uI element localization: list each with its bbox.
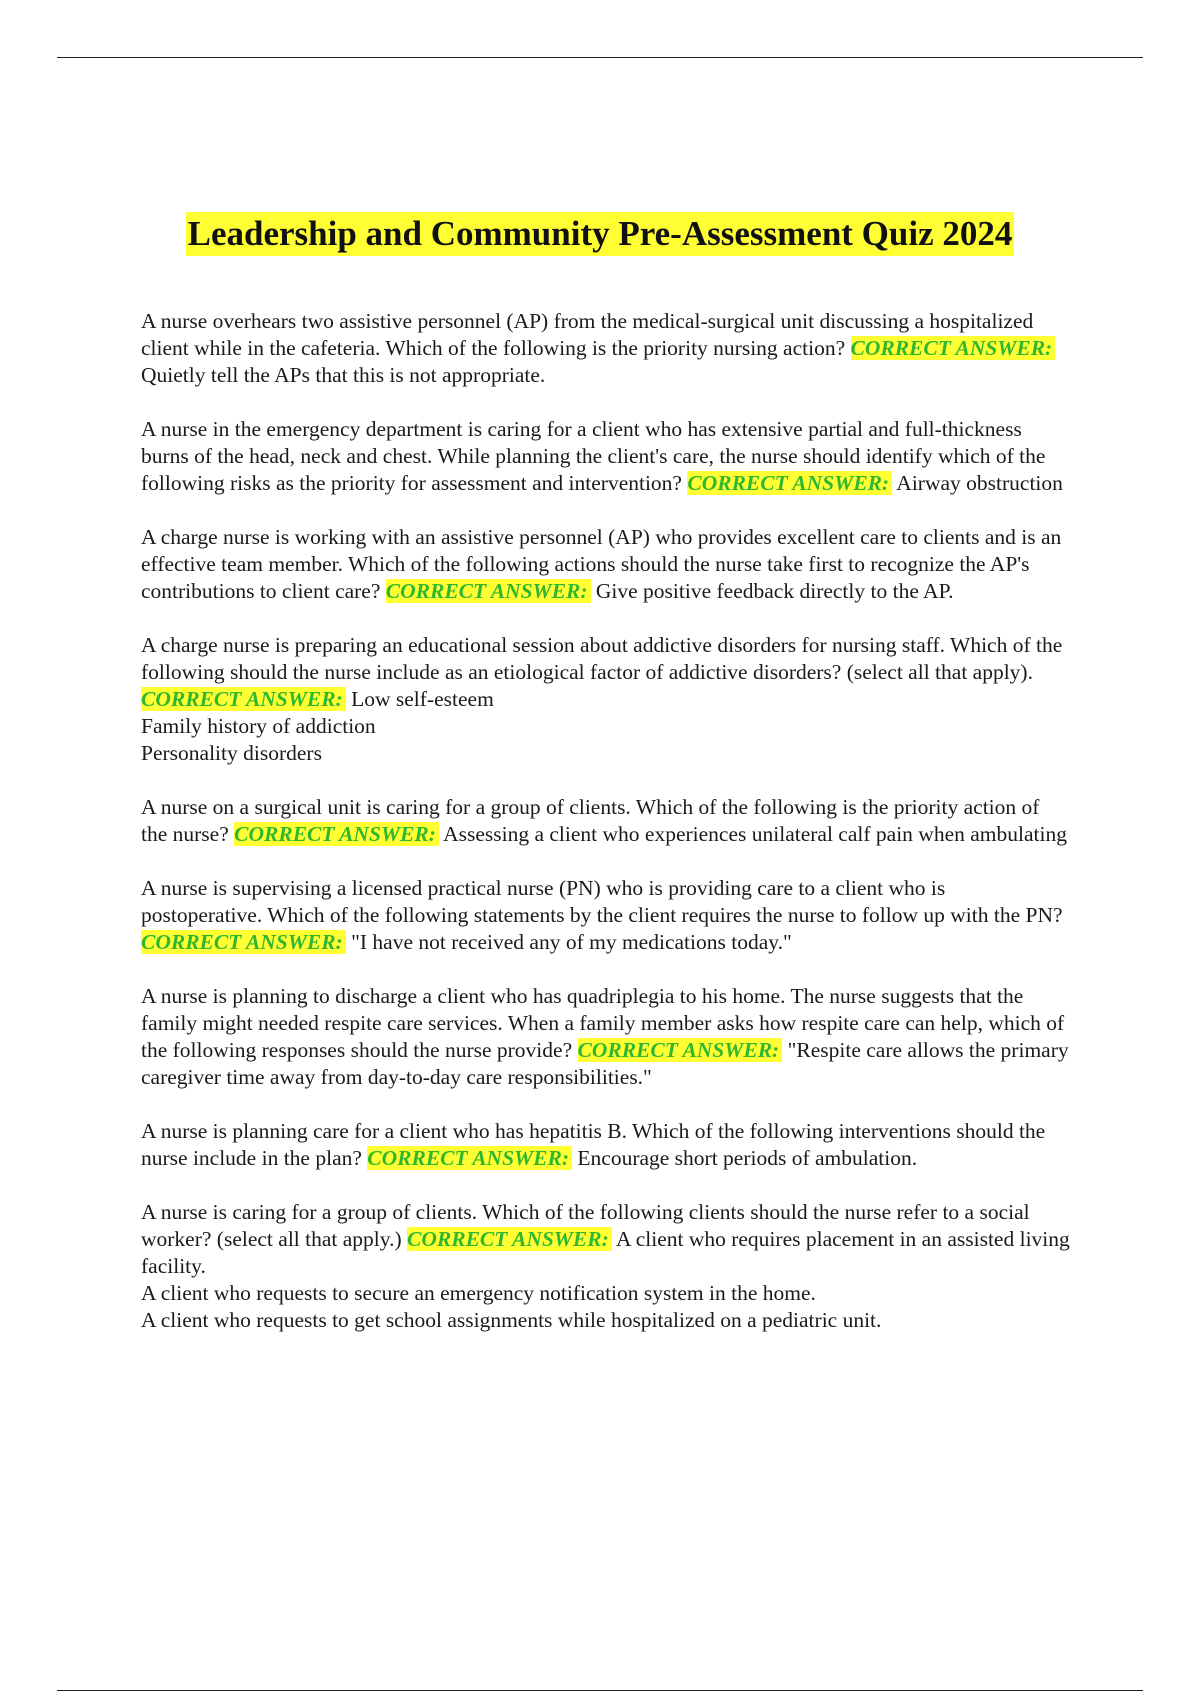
answer-text: "I have not received any of my medications today." (351, 930, 792, 954)
top-rule (57, 57, 1143, 58)
qa-item (141, 1118, 1071, 1172)
correct-answer-label: CORRECT ANSWER: (851, 336, 1056, 360)
question-text: A nurse overhears two assistive personnel (AP) from the medical-surgical unit discussing a hospitalized client while in the cafeteria. Which of the following is the priority nursing action? (141, 309, 1034, 360)
question-text: A charge nurse is preparing an educational session about addictive disorders for nursing staff. Which of the following should the nurse include as an etiological factor of addictive disorders? (select all that apply). (141, 633, 1063, 684)
question-text: A nurse is supervising a licensed practical nurse (PN) who is providing care to a client who is postoperative. Which of the following statements by the client requires the nurse to follow up with the PN? (141, 876, 1063, 927)
answer-text: Encourage short periods of ambulation. (577, 1146, 918, 1170)
qa-item (141, 794, 1071, 848)
answer-extra-line: A client who requests to get school assignments while hospitalized on a pediatric unit. (141, 1308, 882, 1332)
answer-text: Quietly tell the APs that this is not appropriate. (141, 363, 546, 387)
qa-item (141, 1199, 1071, 1334)
answer-extra-line: A client who requests to secure an emergency notification system in the home. (141, 1281, 816, 1305)
question-list (141, 308, 1071, 1361)
answer-text: Airway obstruction (896, 471, 1063, 495)
answer-text: A client who requires placement in an assisted living facility. (141, 1227, 1070, 1278)
answer-extra-line: Family history of addiction (141, 714, 376, 738)
qa-item (141, 632, 1071, 767)
answer-text: Assessing a client who experiences unilateral calf pain when ambulating (443, 822, 1067, 846)
correct-answer-label: CORRECT ANSWER: (141, 930, 346, 954)
qa-item (141, 416, 1071, 497)
correct-answer-label: CORRECT ANSWER: (687, 471, 892, 495)
qa-item (141, 875, 1071, 956)
bottom-rule (57, 1690, 1143, 1691)
question-text: A nurse is caring for a group of clients. Which of the following clients should the nurse refer to a social worker? (select all that apply.) (141, 1200, 1030, 1251)
document-title: Leadership and Community Pre-Assessment Quiz 2024 (186, 212, 1015, 256)
answer-extra-line: Personality disorders (141, 741, 322, 765)
correct-answer-label: CORRECT ANSWER: (141, 687, 346, 711)
answer-text: Give positive feedback directly to the AP. (595, 579, 954, 603)
correct-answer-label: CORRECT ANSWER: (367, 1146, 572, 1170)
question-text: A nurse is planning care for a client who has hepatitis B. Which of the following interventions should the nurse include in the plan? (141, 1119, 1046, 1170)
answer-text: Low self-esteem (351, 687, 494, 711)
question-text: A charge nurse is working with an assistive personnel (AP) who provides excellent care to clients and is an effective team member. Which of the following actions should the nurse take first to recognize the AP's contributions to client care? (141, 525, 1062, 603)
qa-item (141, 983, 1071, 1091)
title-block (0, 212, 1200, 256)
correct-answer-label: CORRECT ANSWER: (578, 1038, 783, 1062)
question-text: A nurse is planning to discharge a client who has quadriplegia to his home. The nurse suggests that the family might needed respite care services. When a family member asks how respite care can help, which of the following responses should the nurse provide? (141, 984, 1065, 1062)
question-text: A nurse on a surgical unit is caring for a group of clients. Which of the following is the priority action of the nurse? (141, 795, 1040, 846)
answer-text: "Respite care allows the primary caregiver time away from day-to-day care responsibilities." (141, 1038, 1069, 1089)
qa-item (141, 524, 1071, 605)
correct-answer-label: CORRECT ANSWER: (386, 579, 591, 603)
question-text: A nurse in the emergency department is caring for a client who has extensive partial and full-thickness burns of the head, neck and chest. While planning the client's care, the nurse should identify which of the following risks as the priority for assessment and intervention? (141, 417, 1046, 495)
qa-item (141, 308, 1071, 389)
correct-answer-label: CORRECT ANSWER: (407, 1227, 612, 1251)
correct-answer-label: CORRECT ANSWER: (234, 822, 439, 846)
